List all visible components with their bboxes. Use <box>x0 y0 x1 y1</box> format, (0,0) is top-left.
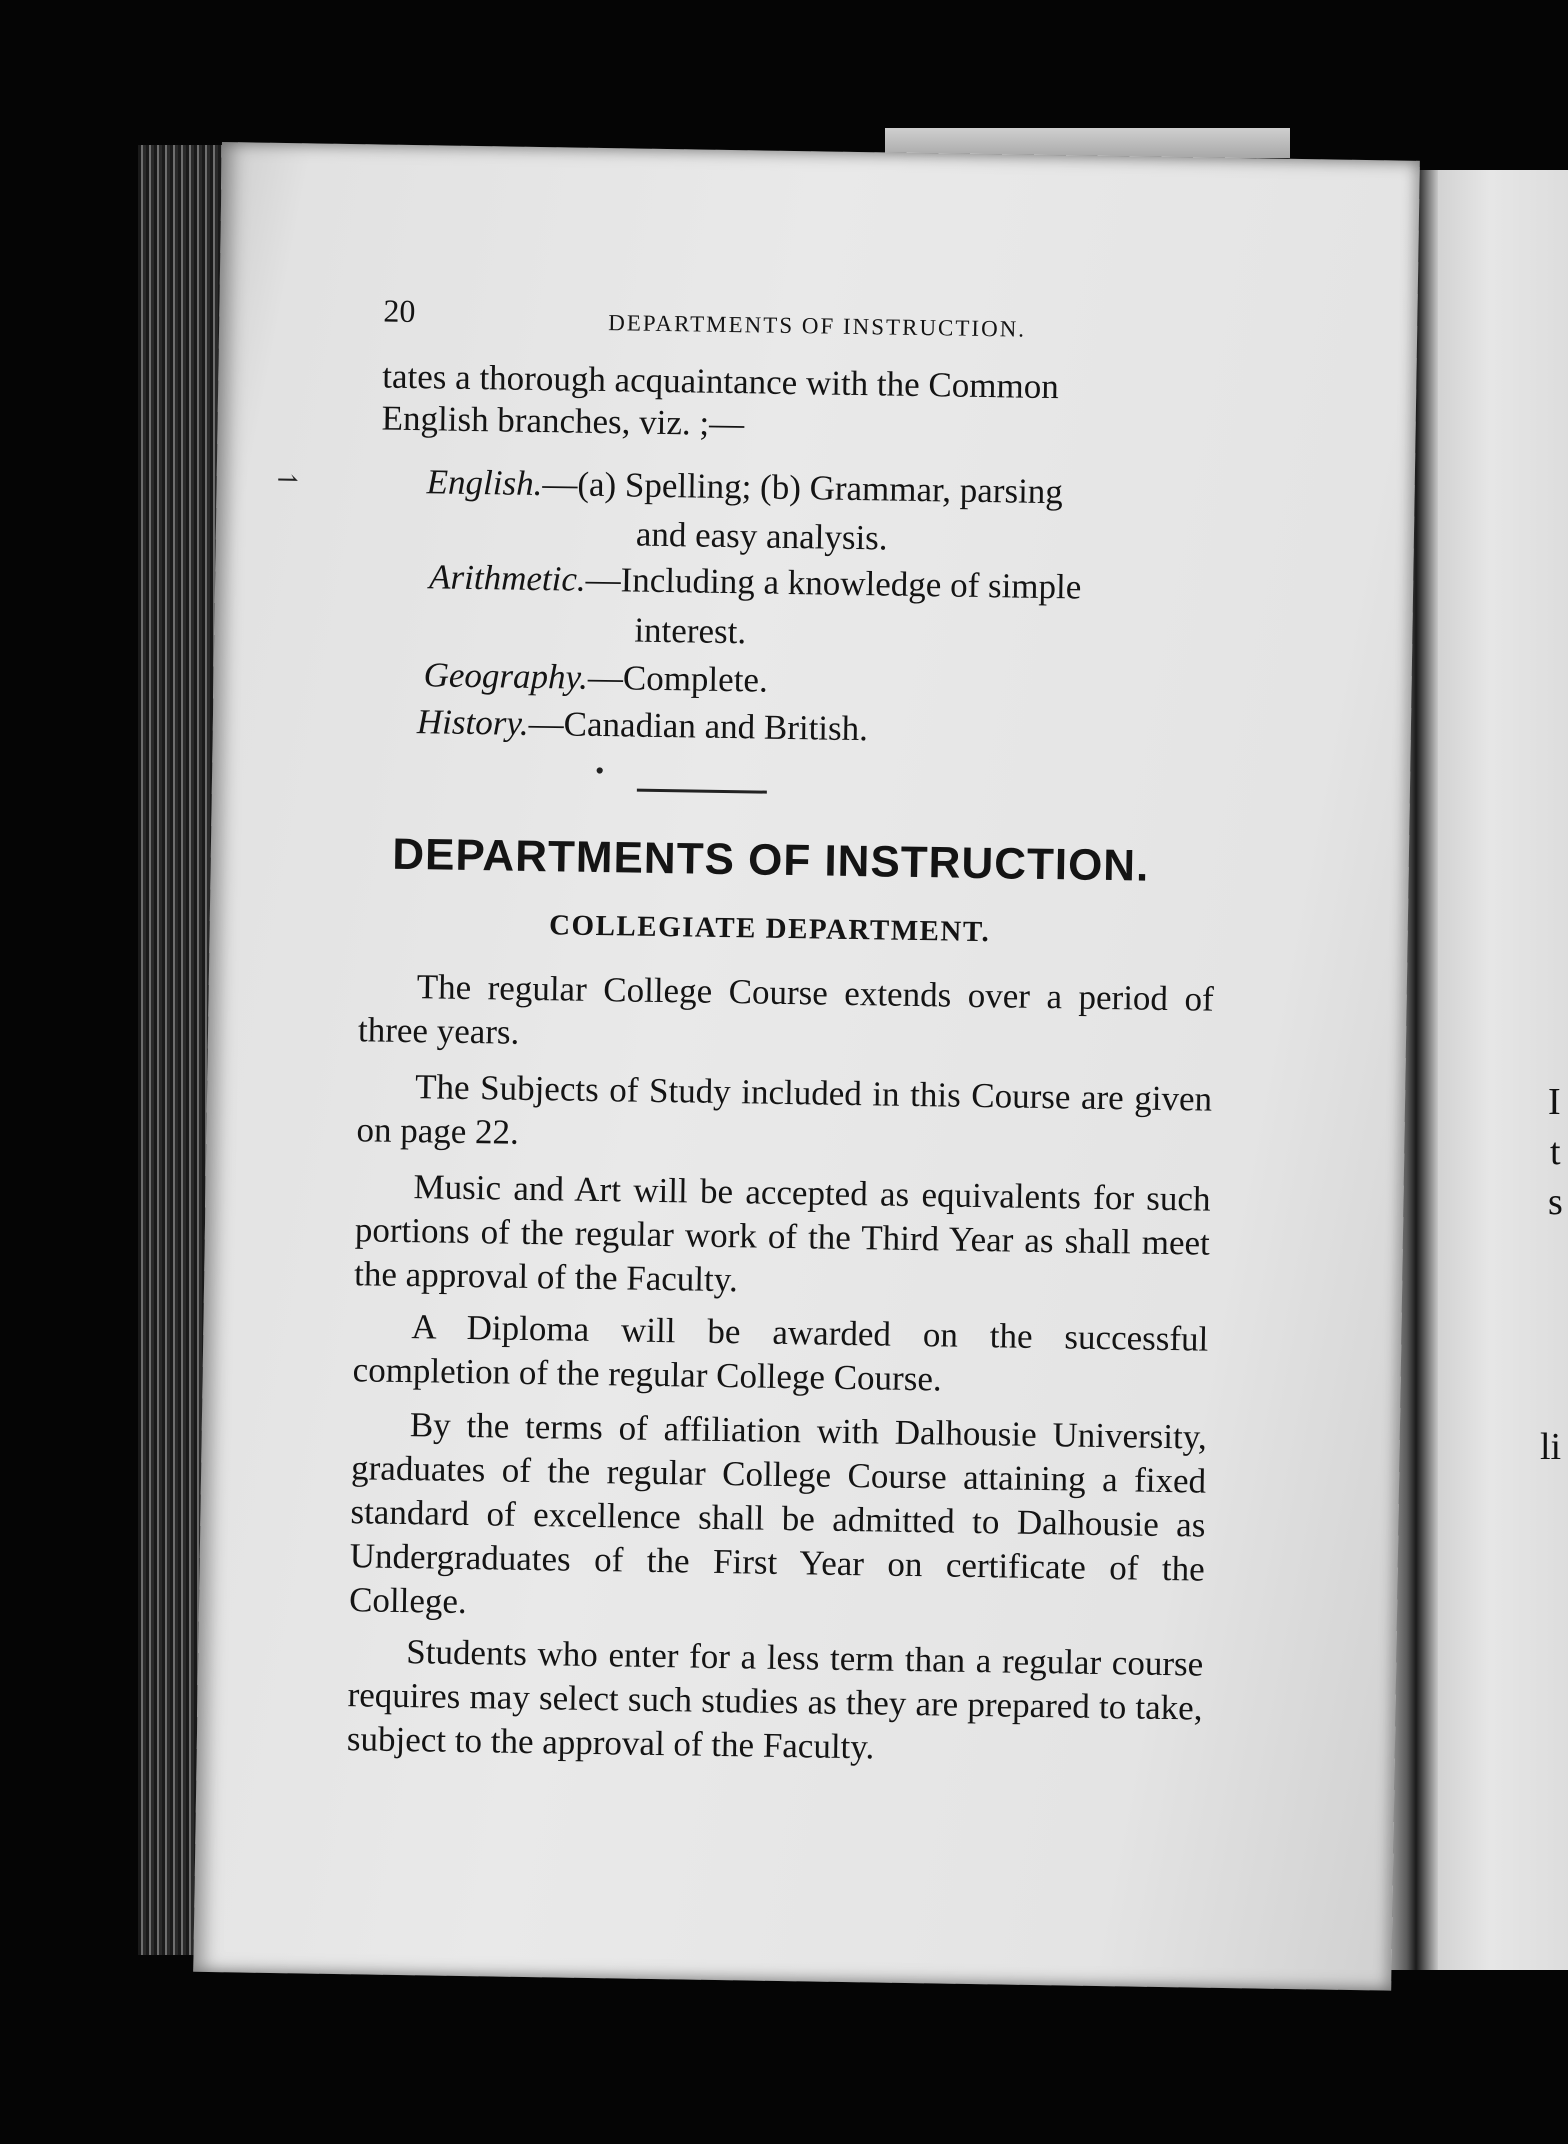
section-title: DEPARTMENTS OF INSTRUCTION. <box>391 829 1150 891</box>
page-number: 20 <box>383 292 416 330</box>
running-head <box>383 293 1284 357</box>
paragraph: Music and Art will be accepted as equivalents for such portions of the regular work of the Third Year as shall meet the approval of the Faculty. <box>353 1167 1211 1300</box>
intro-line-2: English branches, viz. ;— <box>381 398 745 444</box>
paragraph: By the terms of affiliation with Dalhousie University, graduates of the regular College Course attaining a fixed standard of excellence shall be admitted to Dalhousie as Undergraduates of the First Year on certificate of the College. <box>348 1405 1208 1622</box>
subject-text: —Canadian and British. <box>528 703 869 749</box>
intro-line-1: tates a thorough acquaintance with the Common <box>382 356 1060 407</box>
subject-english <box>426 460 1063 514</box>
subject-term: Geography. <box>423 655 589 697</box>
paragraph: Students who enter for a less term than a regular course requires may select such studies as they are prepared to take, subject to the approval of the Faculty. <box>346 1632 1204 1767</box>
paragraph: The Subjects of Study included in this Course are given on page 22. <box>356 1067 1213 1152</box>
subject-text: —(a) Spelling; (b) Grammar, parsing <box>542 464 1064 512</box>
section-divider <box>637 789 767 794</box>
subject-term: English. <box>426 462 543 504</box>
book-page <box>193 142 1420 1991</box>
subject-text: —Including a knowledge of simple <box>585 559 1082 607</box>
subject-term: History. <box>416 702 530 743</box>
subject-arithmetic <box>429 555 1082 609</box>
facing-page-fragment: t <box>1550 1131 1561 1173</box>
facing-page-fragment: s <box>1548 1181 1563 1223</box>
subject-text: —Complete. <box>587 657 769 700</box>
margin-mark: ⇀ <box>276 464 299 495</box>
section-subtitle: COLLEGIATE DEPARTMENT. <box>548 909 991 949</box>
subject-geography <box>423 653 768 702</box>
facing-page-fragment: I <box>1548 1081 1561 1123</box>
facing-page-fragment: li <box>1540 1426 1562 1468</box>
ink-speck: • <box>594 755 605 786</box>
page-content <box>193 142 1420 1991</box>
paragraph: A Diploma will be awarded on the successful completion of the regular College Course. <box>352 1307 1209 1399</box>
subject-term: Arithmetic. <box>428 557 586 599</box>
subject-continuation: interest. <box>634 610 747 652</box>
subject-history <box>417 700 869 751</box>
running-head-title: DEPARTMENTS OF INSTRUCTION. <box>608 310 1027 342</box>
paragraph: The regular College Course extends over a period of three years. <box>357 967 1214 1052</box>
facing-page <box>1438 170 1568 1970</box>
subject-continuation: and easy analysis. <box>635 514 888 558</box>
